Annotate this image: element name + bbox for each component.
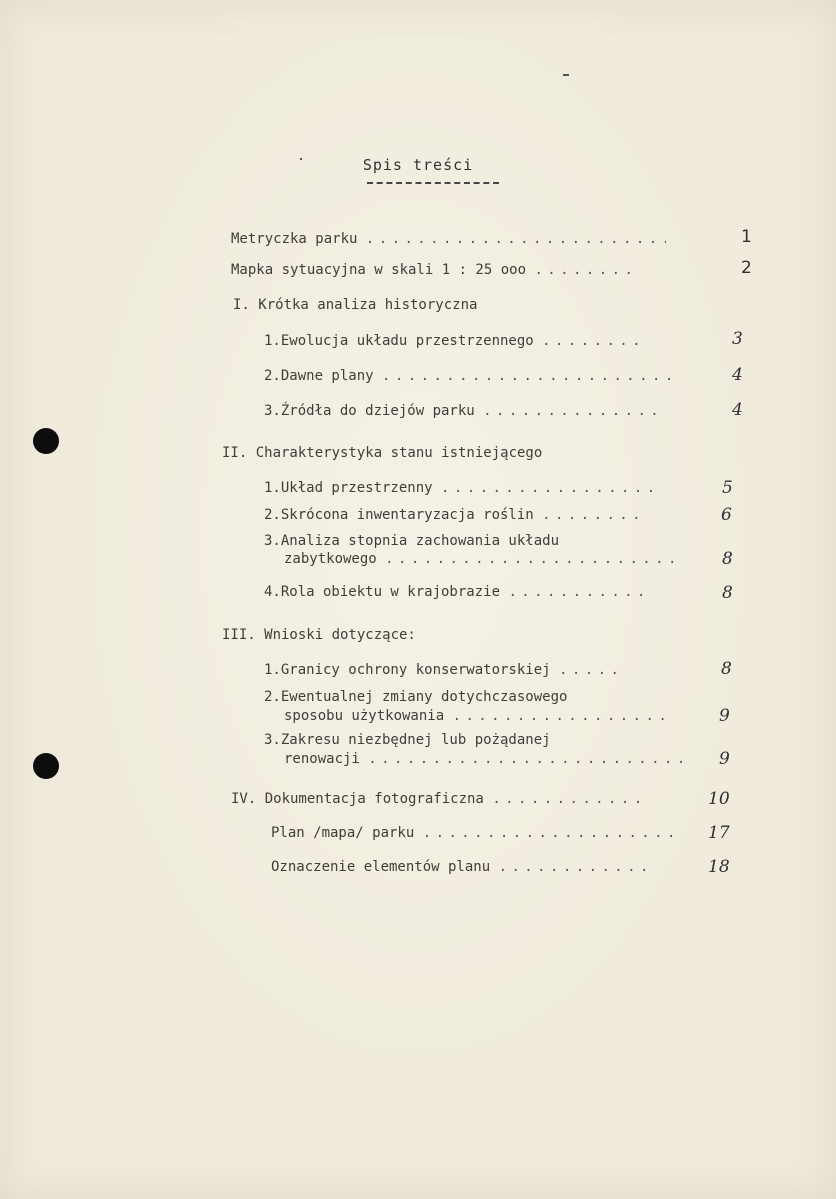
page-title: Spis treści xyxy=(362,156,474,174)
toc-page-number: 2 xyxy=(741,258,752,278)
toc-page-number: 4 xyxy=(732,365,743,385)
toc-entry-line1 xyxy=(264,730,551,750)
toc-page-number: 18 xyxy=(708,857,730,877)
toc-entry-label: 4.Rola obiektu w krajobrazie xyxy=(264,584,501,600)
toc-page-number: 1 xyxy=(741,227,752,247)
toc-entry xyxy=(264,505,638,525)
toc-page-number: 10 xyxy=(708,789,730,809)
toc-page-number: 4 xyxy=(732,400,743,420)
toc-entry-label: sposobu użytkowania xyxy=(284,708,445,724)
section-heading: II. Charakterystyka stanu istniejącego xyxy=(222,445,543,461)
title-underline xyxy=(367,182,499,184)
toc-page-number: 8 xyxy=(721,659,732,679)
toc-entry-label: 3.Źródła do dziejów parku xyxy=(264,403,475,419)
dot-leader xyxy=(441,478,663,498)
toc-entry-line2 xyxy=(284,549,683,569)
toc-entry-label: 3.Zakresu niezbędnej lub pożądanej xyxy=(264,732,551,748)
toc-page-number: 6 xyxy=(721,505,732,525)
toc-page-number: 8 xyxy=(722,583,733,603)
toc-page-number: 5 xyxy=(722,478,733,498)
dot-leader xyxy=(492,789,646,809)
dot-leader xyxy=(453,706,671,726)
toc-entry-label: 2.Dawne plany xyxy=(264,368,374,384)
toc-entry-label: Oznaczenie elementów planu xyxy=(271,859,491,875)
dot-leader xyxy=(423,823,677,843)
paper-speck xyxy=(563,74,569,76)
dot-leader xyxy=(508,582,650,602)
toc-entry xyxy=(231,260,634,280)
dot-leader xyxy=(483,401,659,421)
toc-entry-label: 2.Skrócona inwentaryzacja roślin xyxy=(264,507,534,523)
dot-leader xyxy=(382,366,672,386)
section-heading: I. Krótka analiza historyczna xyxy=(233,297,478,313)
toc-page-number: 3 xyxy=(732,329,743,349)
toc-entry-label: Metryczka parku xyxy=(231,231,358,247)
dot-leader xyxy=(534,260,634,280)
toc-entry xyxy=(271,857,649,877)
toc-entry xyxy=(264,660,623,680)
punch-hole xyxy=(33,753,59,779)
toc-entry-line1 xyxy=(264,531,559,551)
toc-entry xyxy=(264,331,642,351)
toc-entry-label: Plan /mapa/ parku xyxy=(271,825,415,841)
dot-leader xyxy=(542,331,642,351)
dot-leader xyxy=(559,660,623,680)
toc-page-number: 9 xyxy=(719,706,730,726)
toc-entry-line1 xyxy=(264,687,567,707)
dot-leader xyxy=(499,857,649,877)
dot-leader xyxy=(368,749,688,769)
toc-entry-label: zabytkowego xyxy=(284,551,377,567)
toc-page-number: 9 xyxy=(719,749,730,769)
toc-entry xyxy=(264,582,650,602)
toc-entry-label: 2.Ewentualnej zmiany dotychczasowego xyxy=(264,689,568,705)
toc-entry xyxy=(264,478,663,498)
toc-entry-label: Mapka sytuacyjna w skali 1 : 25 ooo xyxy=(231,262,527,278)
toc-entry-line2 xyxy=(284,706,671,726)
toc-entry-label: 3.Analiza stopnia zachowania układu xyxy=(264,533,560,549)
toc-entry xyxy=(271,823,677,843)
section-heading: III. Wnioski dotyczące: xyxy=(222,627,416,643)
toc-page-number: 8 xyxy=(722,549,733,569)
dot-leader xyxy=(366,229,666,249)
toc-entry-label: 1.Granicy ochrony konserwatorskiej xyxy=(264,662,551,678)
punch-hole xyxy=(33,428,59,454)
dot-leader xyxy=(385,549,683,569)
toc-entry-line2 xyxy=(284,749,688,769)
section-heading: IV. Dokumentacja fotograficzna xyxy=(231,791,484,807)
toc-page-number: 17 xyxy=(708,823,730,843)
toc-entry-label: 1.Układ przestrzenny xyxy=(264,480,433,496)
toc-entry xyxy=(264,401,659,421)
dot-leader xyxy=(542,505,638,525)
toc-entry xyxy=(231,789,646,809)
toc-entry xyxy=(231,229,666,249)
toc-entry xyxy=(264,366,672,386)
toc-entry-label: 1.Ewolucja układu przestrzennego xyxy=(264,333,534,349)
toc-entry-label: renowacji xyxy=(284,751,360,767)
